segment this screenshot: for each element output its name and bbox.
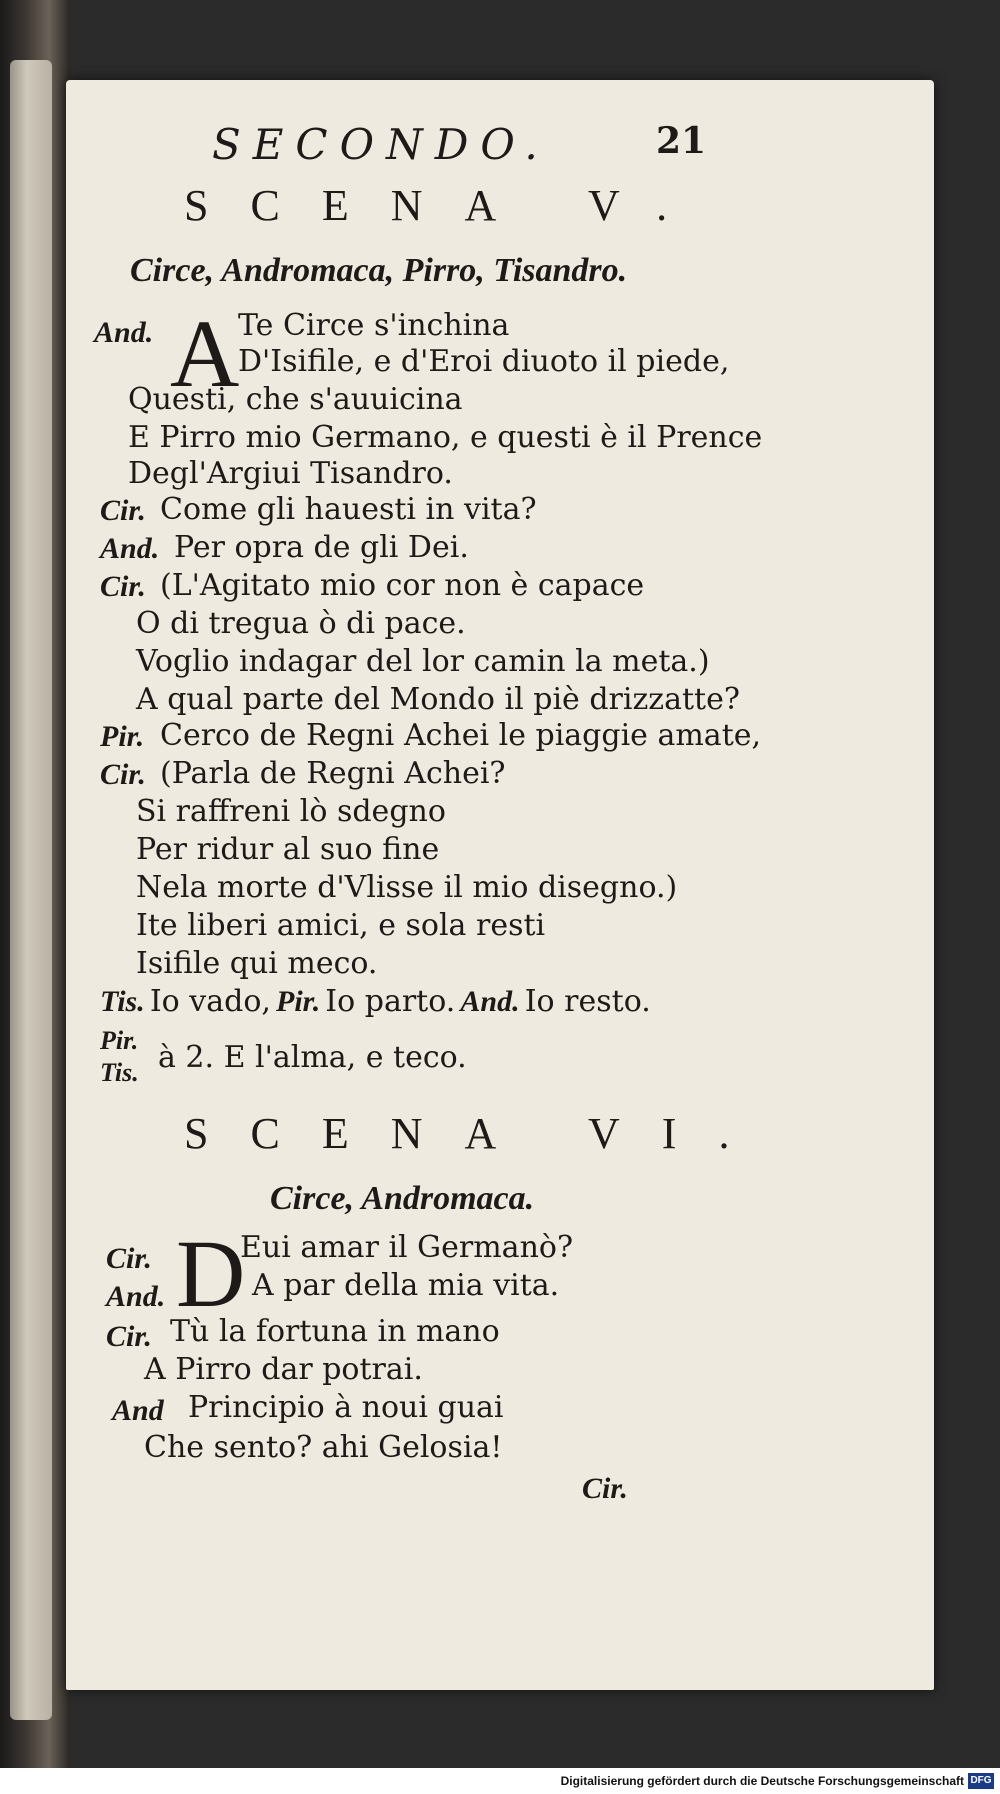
drop-cap-initial: A <box>170 300 240 407</box>
verse-line: A Pirro dar potrai. <box>144 1352 423 1387</box>
speaker-label: And. <box>106 1280 166 1313</box>
verse-line: D'Isifile, e d'Eroi diuoto il piede, <box>238 344 730 379</box>
verse-line: E Pirro mio Germano, e questi è il Prence <box>128 420 763 455</box>
verse-line: Io resto. <box>524 984 651 1019</box>
speaker-label: Cir. <box>106 1242 152 1275</box>
verse-line: Io vado, <box>149 984 271 1019</box>
page-number: 21 <box>656 120 707 162</box>
verse-line: Voglio indagar del lor camin la meta.) <box>136 644 710 679</box>
verse-line: Che sento? ahi Gelosia! <box>144 1430 503 1465</box>
scene-heading-5: SCENA V. <box>184 181 710 230</box>
verse-line: Questi, che s'auuicina <box>128 382 463 417</box>
digitization-credit: Digitalisierung gefördert durch die Deutsche Forschungsgemeinschaft <box>0 1768 1000 1794</box>
speaker-label: And. <box>100 532 160 565</box>
verse-line: Ite liberi amici, e sola resti <box>136 908 546 943</box>
verse-line: A qual parte del Mondo il piè drizzatte? <box>136 682 740 717</box>
verse-line: Principio à noui guai <box>188 1390 504 1425</box>
duet-line: à 2. E l'alma, e teco. <box>158 1040 467 1075</box>
scene-cast-6: Circe, Andromaca. <box>270 1180 535 1217</box>
verse-line: (L'Agitato mio cor non è capace <box>160 568 645 603</box>
verse-line: Tù la fortuna in mano <box>170 1314 500 1349</box>
verse-line: Come gli hauesti in vita? <box>160 492 537 527</box>
verse-line: Io parto. <box>325 984 456 1019</box>
speaker-label: Pir. <box>100 720 145 753</box>
running-head: SECONDO. <box>212 120 550 169</box>
book-page <box>66 80 934 1690</box>
duet-speaker-2: Tis. <box>100 1058 139 1087</box>
verse-line: Degl'Argiui Tisandro. <box>128 456 453 491</box>
book-page-edges <box>10 60 52 1720</box>
dfg-logo: DFG <box>968 1773 994 1789</box>
verse-line: O di tregua ò di pace. <box>136 606 466 641</box>
drop-cap-initial: D <box>176 1220 246 1327</box>
speaker-label: Cir. <box>100 494 146 527</box>
verse-line: Per ridur al suo fine <box>136 832 440 867</box>
scene-cast-5: Circe, Andromaca, Pirro, Tisandro. <box>130 252 628 289</box>
speaker-label: And <box>112 1394 164 1427</box>
verse-line: Si raffreni lò sdegno <box>136 794 446 829</box>
duet-speaker-1: Pir. <box>100 1026 139 1055</box>
speaker-label: And. <box>460 985 520 1018</box>
speaker-label: Cir. <box>100 758 146 791</box>
verse-line: Per opra de gli Dei. <box>174 530 469 565</box>
speaker-label: Cir. <box>100 570 146 603</box>
catchword: Cir. <box>582 1472 628 1505</box>
verse-line: (Parla de Regni Achei? <box>160 756 506 791</box>
verse-line: A par della mia vita. <box>252 1268 560 1303</box>
speaker-label: Pir. <box>276 985 321 1018</box>
speaker-label: Tis. <box>100 985 145 1018</box>
verse-line: Cerco de Regni Achei le piaggie amate, <box>160 718 762 753</box>
scene-heading-6: SCENA VI. <box>184 1109 772 1158</box>
speaker-label: And. <box>94 316 154 349</box>
verse-line: Eui amar il Germanò? <box>240 1230 574 1265</box>
speaker-label: Cir. <box>106 1320 152 1353</box>
verse-line: Isifile qui meco. <box>136 946 378 981</box>
verse-line: Nela morte d'Vlisse il mio disegno.) <box>136 870 678 905</box>
verse-line: Te Circe s'inchina <box>238 308 510 343</box>
final-exit-line <box>100 984 651 1019</box>
